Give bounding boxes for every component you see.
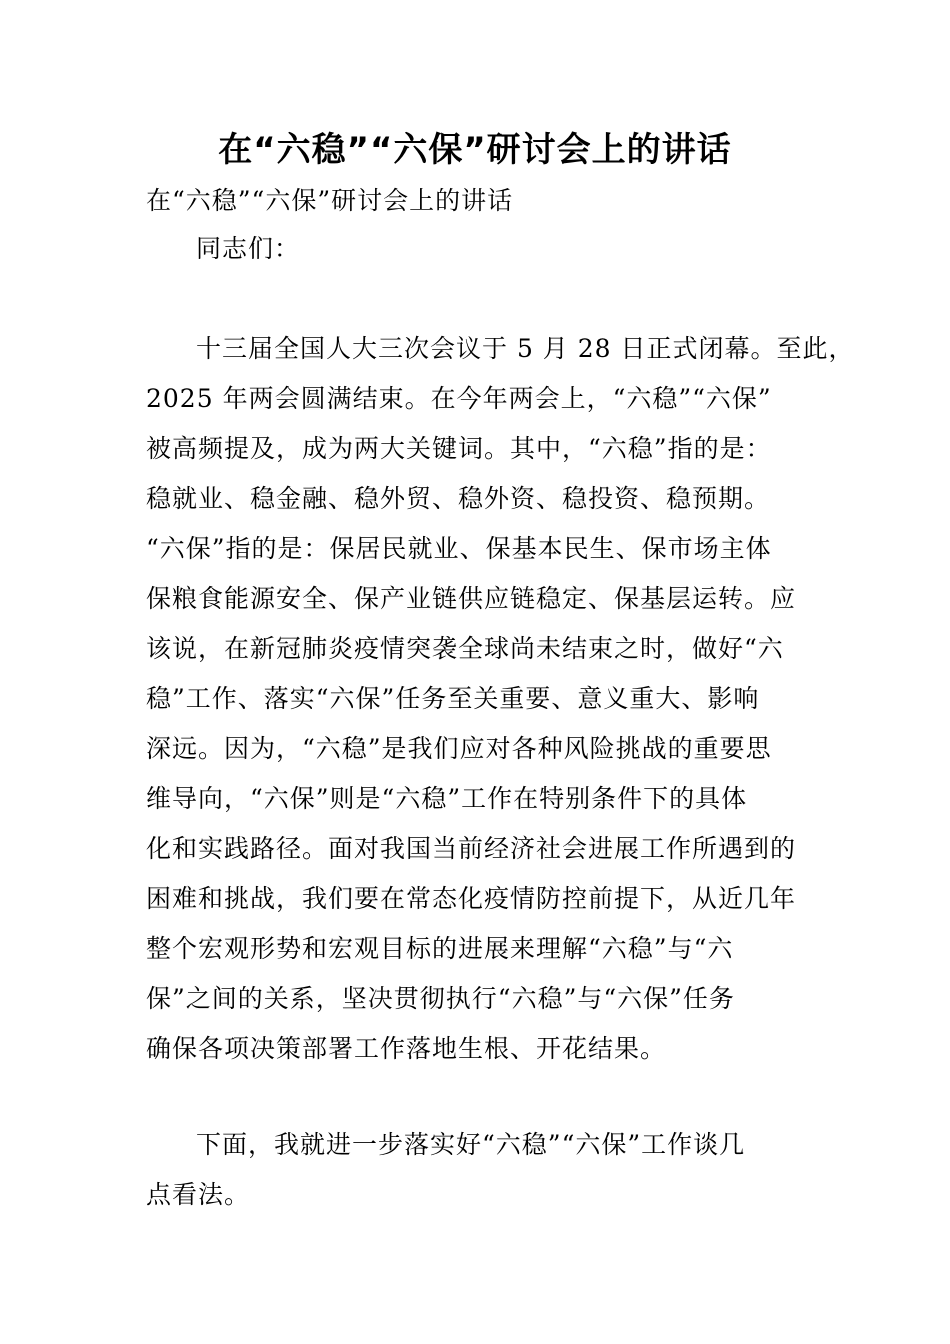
text-line: 下面，我就进一步落实好“六稳”“六保”工作谈几 <box>196 1130 746 1159</box>
text-line: 十三届全国人大三次会议于 5 月 28 日正式闭幕。至此， <box>196 334 855 363</box>
text-line: 困难和挑战，我们要在常态化疫情防控前提下，从近几年 <box>146 884 797 913</box>
text-line: 深远。因为，“六稳”是我们应对各种风险挑战的重要思 <box>146 734 772 763</box>
paragraph-2 <box>146 1120 806 1220</box>
text-line: 2025 年两会圆满结束。在今年两会上，“六稳”“六保” <box>146 384 772 413</box>
document-title: 在“六稳”“六保”研讨会上的讲话 <box>218 130 732 170</box>
text-line: 被高频提及，成为两大关键词。其中，“六稳”指的是： <box>146 434 772 463</box>
text-line: 保粮食能源安全、保产业链供应链稳定、保基层运转。应 <box>146 584 797 613</box>
text-line: “六保”指的是：保居民就业、保基本民生、保市场主体 <box>146 534 772 563</box>
text-line: 稳就业、稳金融、稳外贸、稳外资、稳投资、稳预期。 <box>146 484 771 513</box>
text-line: 确保各项决策部署工作落地生根、开花结果。 <box>146 1034 667 1063</box>
document-subtitle: 在“六稳”“六保”研讨会上的讲话 <box>146 186 514 215</box>
paragraph-1 <box>146 324 855 1074</box>
text-line: 整个宏观形势和宏观目标的进展来理解“六稳”与“六 <box>146 934 734 963</box>
text-line: 化和实践路径。面对我国当前经济社会进展工作所遇到的 <box>146 834 797 863</box>
text-line: 稳”工作、落实“六保”任务至关重要、意义重大、影响 <box>146 684 760 713</box>
text-line: 保”之间的关系，坚决贯彻执行“六稳”与“六保”任务 <box>146 984 735 1013</box>
text-line: 该说，在新冠肺炎疫情突袭全球尚未结束之时，做好“六 <box>146 634 784 663</box>
text-line: 点看法。 <box>146 1180 251 1209</box>
salutation: 同志们： <box>196 234 301 263</box>
text-line: 维导向，“六保”则是“六稳”工作在特别条件下的具体 <box>146 784 748 813</box>
